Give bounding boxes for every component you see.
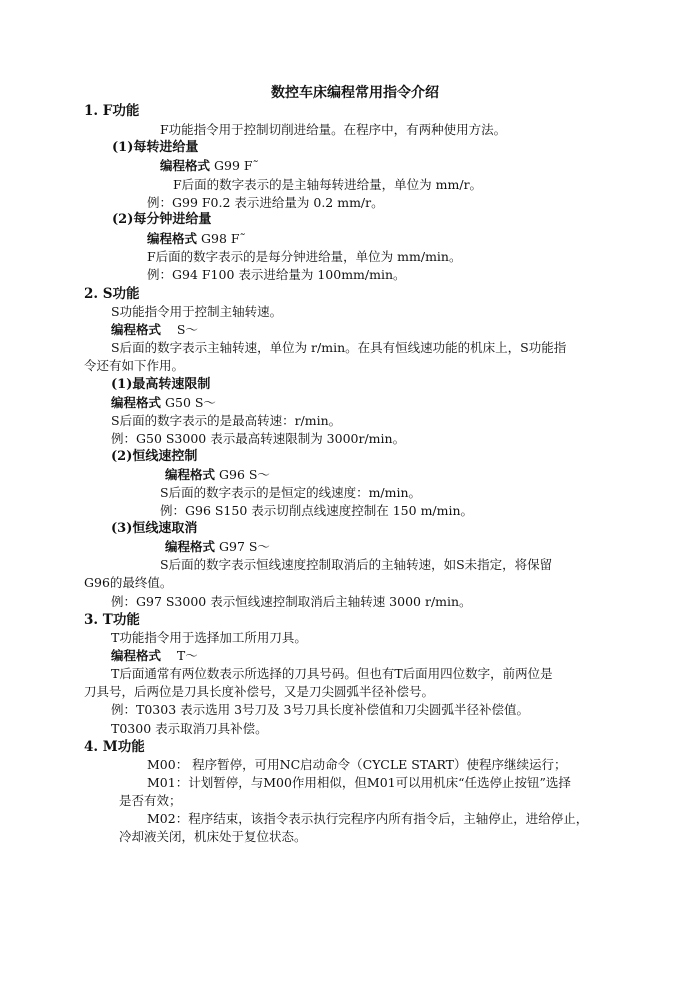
format-line xyxy=(111,321,198,339)
format-line xyxy=(165,466,270,484)
format-line xyxy=(160,157,259,175)
max-speed-example: 例：G50 S3000 表示最高转速限制为 3000r/min。 xyxy=(111,431,406,446)
s-intro: S功能指令用于控制主轴转速。 xyxy=(111,304,283,319)
subheading-per-rev: (1)每转进给量 xyxy=(112,140,199,155)
format-line xyxy=(111,394,216,412)
m01-desc-line1: M01：计划暂停，与M00作用相似，但M01可以用机床“任选停止按钮”选择 xyxy=(147,775,571,790)
format-label: 编程格式 xyxy=(111,322,162,337)
format-label: 编程格式 xyxy=(111,395,162,410)
max-speed-desc: S后面的数字表示的是最高转速：r/min。 xyxy=(111,413,342,428)
format-label: 编程格式 xyxy=(111,648,162,663)
page-title: 数控车床编程常用指令介绍 xyxy=(271,85,439,101)
subheading-per-min: (2)每分钟进给量 xyxy=(112,212,212,227)
const-speed-example: 例：G96 S150 表示切削点线速度控制在 150 m/min。 xyxy=(160,503,474,518)
format-line xyxy=(165,538,270,556)
format-label: 编程格式 xyxy=(165,539,216,554)
format-code: G98 F˜ xyxy=(201,231,246,246)
t-intro: T功能指令用于选择加工所用刀具。 xyxy=(111,630,307,645)
t-desc-line1: T后面通常有两位数表示所选择的刀具号码。但也有T后面用四位数字，前两位是 xyxy=(111,666,553,681)
format-label: 编程格式 xyxy=(165,467,216,482)
t-desc-line2: 刀具号，后两位是刀具长度补偿号，又是刀尖圆弧半径补偿号。 xyxy=(84,684,435,699)
cancel-desc-line1: S后面的数字表示恒线速度控制取消后的主轴转速，如S未指定，将保留 xyxy=(160,557,553,572)
format-line xyxy=(111,647,198,665)
cancel-desc-line2: G96的最终值。 xyxy=(84,575,173,590)
m02-desc-line2: 冷却液关闭，机床处于复位状态。 xyxy=(119,829,307,844)
m00-desc: M00： 程序暂停，可用NC启动命令（CYCLE START）使程序继续运行； xyxy=(147,757,567,772)
format-label: 编程格式 xyxy=(147,231,198,246)
m01-desc-line2: 是否有效； xyxy=(119,793,182,808)
section-heading-f: 1. F功能 xyxy=(84,103,140,119)
per-rev-example: 例：G99 F0.2 表示进给量为 0.2 mm/r。 xyxy=(147,195,384,210)
per-rev-desc: F后面的数字表示的是主轴每转进给量，单位为 mm/r。 xyxy=(173,177,483,192)
t-example-1: 例：T0303 表示选用 3号刀及 3号刀具长度补偿值和刀尖圆弧半径补偿值。 xyxy=(111,702,529,717)
t-example-2: T0300 表示取消刀具补偿。 xyxy=(111,721,268,736)
subheading-const-speed: (2)恒线速控制 xyxy=(111,449,198,464)
format-code: T～ xyxy=(176,648,198,663)
format-code: G99 F˜ xyxy=(214,158,259,173)
format-code: S～ xyxy=(176,322,198,337)
m02-desc-line1: M02：程序结束，该指令表示执行完程序内所有指令后，主轴停止，进给停止， xyxy=(147,811,589,826)
section-heading-t: 3. T功能 xyxy=(84,612,140,628)
const-speed-desc: S后面的数字表示的是恒定的线速度：m/min。 xyxy=(160,485,422,500)
cancel-example: 例：G97 S3000 表示恒线速控制取消后主轴转速 3000 r/min。 xyxy=(111,594,472,609)
s-desc-line2: 令还有如下作用。 xyxy=(84,358,185,373)
format-code: G96 S～ xyxy=(219,467,270,482)
section-heading-m: 4. M功能 xyxy=(84,739,145,755)
subheading-cancel: (3)恒线速取消 xyxy=(111,521,198,536)
s-desc-line1: S后面的数字表示主轴转速，单位为 r/min。在具有恒线速功能的机床上，S功能指 xyxy=(111,340,567,355)
format-label: 编程格式 xyxy=(160,158,211,173)
f-intro: F功能指令用于控制切削进给量。在程序中，有两种使用方法。 xyxy=(160,122,507,137)
section-heading-s: 2. S功能 xyxy=(84,286,140,302)
per-min-example: 例：G94 F100 表示进给量为 100mm/min。 xyxy=(147,267,406,282)
format-line xyxy=(147,230,246,248)
format-code: G97 S～ xyxy=(219,539,270,554)
subheading-max-speed: (1)最高转速限制 xyxy=(111,377,211,392)
format-code: G50 S～ xyxy=(165,395,216,410)
per-min-desc: F后面的数字表示的是每分钟进给量，单位为 mm/min。 xyxy=(147,249,462,264)
